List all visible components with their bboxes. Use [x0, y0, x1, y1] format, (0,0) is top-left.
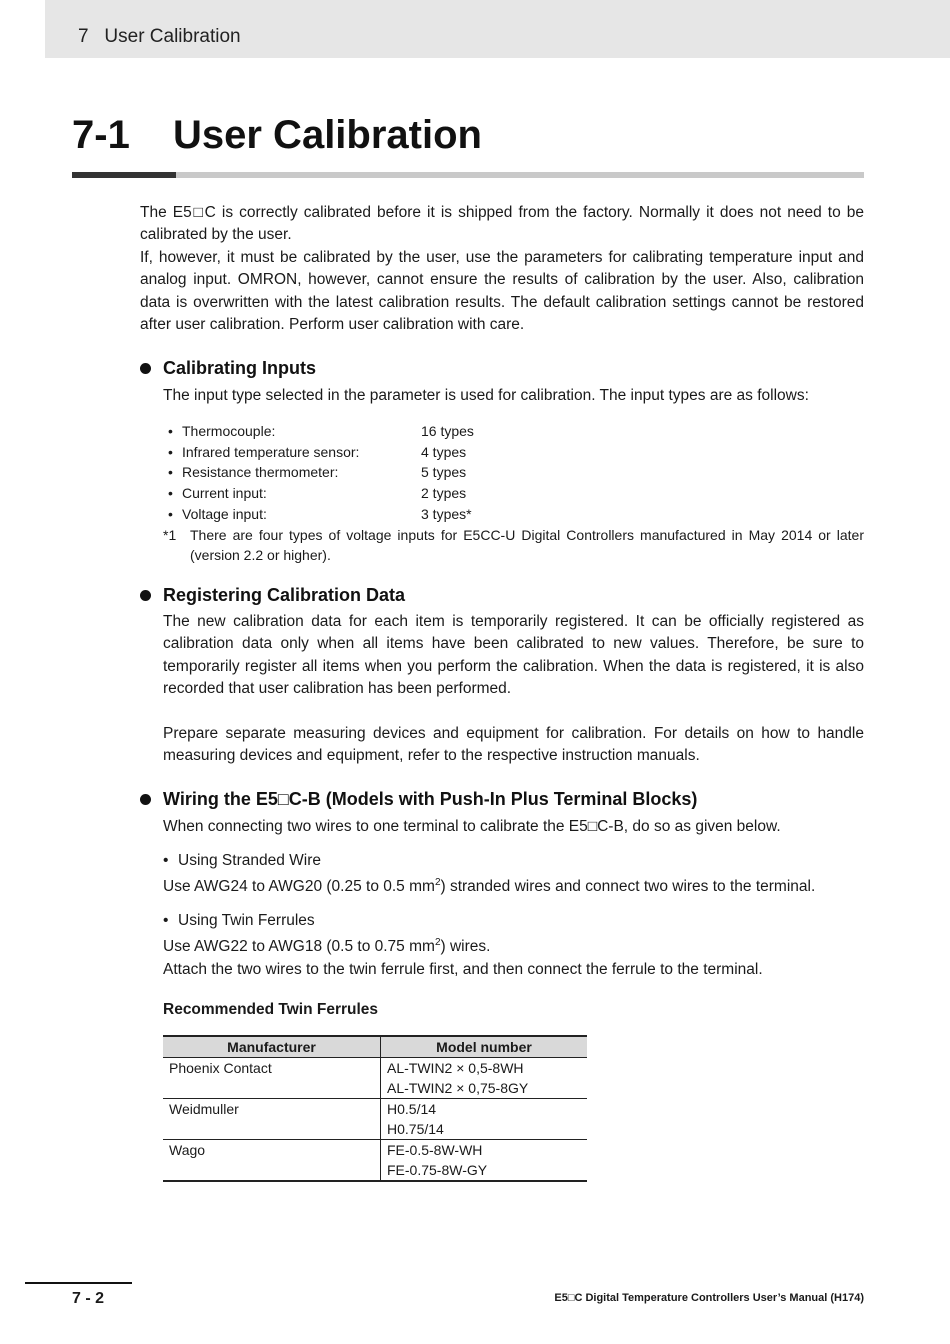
ferrules-table — [163, 1035, 587, 1182]
stranded-wire-title: Using Stranded Wire — [178, 852, 322, 869]
table-row — [163, 1058, 587, 1099]
list-item-label: Infrared temperature sensor: — [182, 443, 360, 460]
bullet-dot-icon — [140, 794, 151, 805]
list-item-label: Resistance thermometer: — [182, 464, 339, 481]
table-row — [163, 1099, 587, 1140]
registering-paragraph-2: Prepare separate measuring devices and equipment for calibration. For details on how to handle measuring devices and equipment, refer to the respective instruction manuals. — [163, 725, 864, 765]
list-item: • Infrared temperature sensor: 4 types — [168, 442, 474, 463]
manufacturer-cell: Phoenix Contact — [163, 1058, 381, 1099]
twin-ferrules-title: Using Twin Ferrules — [178, 912, 315, 929]
calibrating-inputs-text: The input type selected in the parameter is used for calibration. The input types are as follows: — [163, 387, 809, 404]
section-heading-text: Wiring the E5□C-B (Models with Push-In Plus Terminal Blocks) — [163, 789, 698, 809]
column-header: Manufacturer — [163, 1036, 381, 1058]
list-item-value: 2 types — [421, 485, 467, 502]
intro-paragraph: The E5□C is correctly calibrated before it is shipped from the factory. Normally it does not need to be calibrated by the user. — [140, 204, 864, 244]
footer-rule — [25, 1282, 132, 1284]
footnote — [163, 525, 864, 565]
wiring-intro: When connecting two wires to one terminal to calibrate the E5□C-B, do so as given below. — [163, 818, 781, 835]
list-item-value: 16 types — [421, 423, 474, 439]
running-header: 7 User Calibration — [78, 26, 241, 47]
list-item-label: Thermocouple: — [182, 423, 276, 439]
chapter-title — [72, 113, 482, 158]
text-run: ) stranded wires and connect two wires to the terminal. — [440, 878, 816, 895]
input-types-list — [168, 421, 474, 525]
list-item: • Thermocouple: 16 types — [168, 421, 474, 442]
section-heading-registering — [140, 585, 405, 606]
title-rule-accent — [72, 172, 176, 178]
stranded-wire-item: • Using Stranded Wire — [163, 852, 322, 869]
list-item-label: Voltage input: — [182, 505, 267, 522]
model-number: AL-TWIN2 × 0,75-8GY — [387, 1079, 529, 1096]
model-cell — [381, 1058, 588, 1099]
superscript: 2 — [434, 936, 441, 948]
intro-text — [140, 202, 864, 336]
manufacturer-cell: Weidmuller — [163, 1099, 381, 1140]
title-rule — [176, 172, 864, 178]
list-item-value: 4 types — [421, 443, 467, 460]
chapter-number: 7-1 — [72, 113, 130, 157]
text-run: Use AWG22 to AWG18 (0.5 to 0.75 mm — [163, 938, 435, 955]
text-run: Use AWG24 to AWG20 (0.25 to 0.5 mm — [163, 878, 435, 895]
list-item: • Voltage input: 3 types* — [168, 504, 474, 525]
footnote-text: There are four types of voltage inputs for E5CC-U Digital Controllers manufactured in May 2014 or later (version 2.2 or higher). — [190, 527, 864, 563]
model-number: H0.5/14 — [387, 1101, 437, 1117]
footnote-mark: *1 — [163, 527, 177, 543]
table-title: Recommended Twin Ferrules — [163, 1001, 379, 1018]
manufacturer-cell: Wago — [163, 1140, 381, 1182]
section-heading-calibrating-inputs — [140, 358, 316, 379]
twin-ferrules-item: • Using Twin Ferrules — [163, 912, 315, 929]
model-cell — [381, 1099, 588, 1140]
table-row — [163, 1140, 587, 1182]
stranded-wire-text — [163, 876, 815, 898]
model-number: H0.75/14 — [387, 1120, 444, 1137]
bullet-dot-icon — [140, 363, 151, 374]
section-heading-wiring — [140, 789, 697, 810]
model-cell — [381, 1140, 588, 1182]
column-header: Model number — [381, 1036, 588, 1058]
page-number: 7 - 2 — [72, 1290, 105, 1307]
twin-ferrules-text-2: Attach the two wires to the twin ferrule first, and then connect the ferrule to the terminal. — [163, 961, 763, 978]
section-heading-text: Calibrating Inputs — [163, 358, 316, 378]
bullet-dot-icon — [140, 590, 151, 601]
twin-ferrules-text — [163, 936, 490, 958]
superscript: 2 — [434, 876, 441, 888]
chapter-title-text: User Calibration — [173, 113, 482, 157]
table-header-row — [163, 1036, 587, 1058]
intro-paragraph: If, however, it must be calibrated by the user, use the parameters for calibrating temperature input and analog input. OMRON, however, cannot ensure the results of calibration by the user. Also, calibration data is overwritten with the latest calibration results. The default calibration settings cannot be restored after user calibration. Perform user calibration with care. — [140, 248, 864, 334]
manual-title: E5□C Digital Temperature Controllers User’s Manual (H174) — [554, 1292, 864, 1304]
model-number: AL-TWIN2 × 0,5-8WH — [387, 1060, 524, 1076]
section-heading-text: Registering Calibration Data — [163, 585, 406, 605]
list-item: • Current input: 2 types — [168, 483, 474, 504]
list-item-value: 3 types* — [421, 505, 472, 522]
list-item-value: 5 types — [421, 464, 467, 481]
list-item-label: Current input: — [182, 485, 267, 502]
text-run: ) wires. — [440, 938, 491, 955]
model-number: FE-0.75-8W-GY — [387, 1161, 488, 1178]
list-item: • Resistance thermometer: 5 types — [168, 462, 474, 483]
model-number: FE-0.5-8W-WH — [387, 1142, 483, 1158]
registering-paragraph-1: The new calibration data for each item is temporarily registered. It can be officially registered as calibration data only when all items have been calibrated to new values. Therefore, be sure to temporarily register all items when you perform the calibration. When the data is registered, it is also recorded that user calibration has been performed. — [163, 613, 864, 698]
